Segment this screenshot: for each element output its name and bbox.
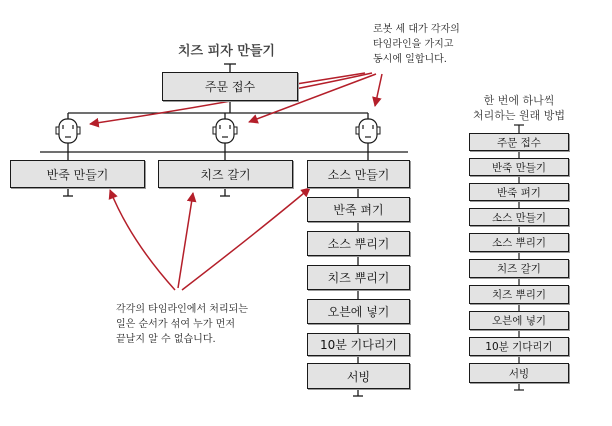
single-step-1: 주문 접수 [469, 133, 569, 151]
right-step-7: 서빙 [307, 363, 410, 389]
right-step-6: 10분 기다리기 [307, 333, 410, 356]
single-step-5: 소스 뿌리기 [469, 233, 569, 252]
single-header: 한 번에 하나씩 처리하는 원래 방법 [472, 94, 565, 122]
order-box: 주문 접수 [162, 72, 298, 101]
note-order-mixed: 각각의 타임라인에서 처리되는 일은 순서가 섞여 누가 먼저 끝날지 알 수 없습니다. [116, 304, 248, 345]
right-step-1: 소스 만들기 [307, 160, 410, 188]
middle-timeline-step: 치즈 갈기 [158, 160, 293, 188]
single-step-2: 반죽 만들기 [469, 158, 569, 176]
right-step-3: 소스 뿌리기 [307, 231, 410, 256]
robot-left [56, 119, 80, 143]
single-step-4: 소스 만들기 [469, 208, 569, 226]
single-step-7: 치즈 뿌리기 [469, 285, 569, 304]
single-step-10: 서빙 [469, 363, 569, 383]
robot-middle [213, 119, 237, 143]
note-three-robots: 로봇 세 대가 각자의 타임라인을 가지고 동시에 일합니다. [373, 24, 460, 65]
robot-right [356, 119, 380, 143]
bottom-note-arrows [110, 188, 310, 290]
single-step-6: 치즈 갈기 [469, 259, 569, 278]
right-step-5: 오븐에 넣기 [307, 299, 410, 324]
single-step-8: 오븐에 넣기 [469, 311, 569, 330]
right-step-2: 반죽 펴기 [307, 197, 410, 222]
right-step-4: 치즈 뿌리기 [307, 265, 410, 290]
single-step-3: 반죽 펴기 [469, 183, 569, 201]
diagram-title: 치즈 피자 만들기 [178, 44, 275, 59]
left-timeline-step: 반죽 만들기 [10, 160, 145, 188]
single-step-9: 10분 기다리기 [469, 337, 569, 356]
